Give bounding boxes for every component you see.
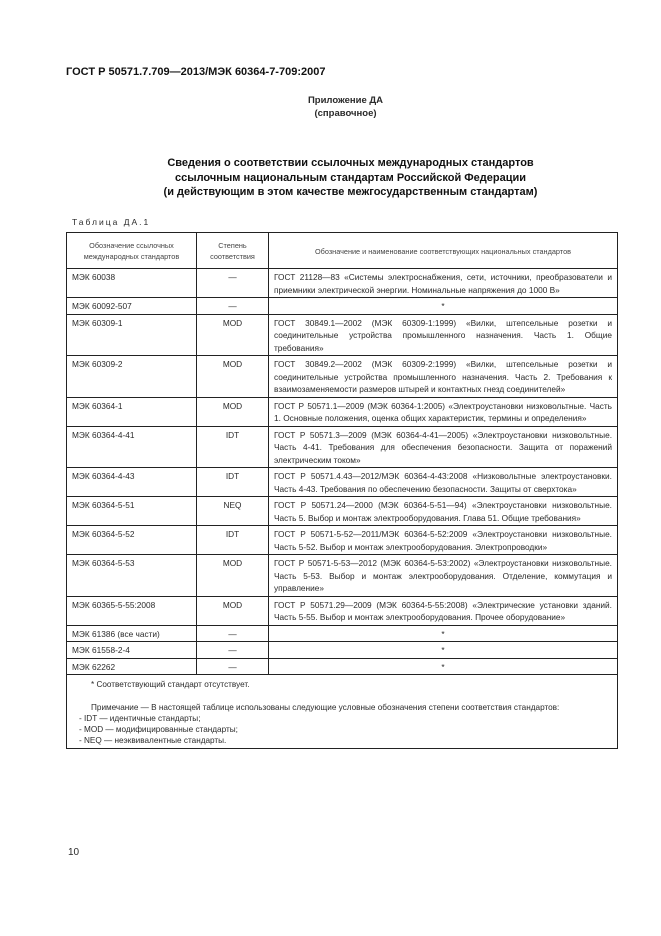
intl-standard-cell: МЭК 60092-507 — [67, 298, 197, 315]
header-intl: Обозначение ссылочных международных стандартов — [67, 233, 197, 269]
table-row — [67, 397, 618, 426]
intl-standard-cell: МЭК 60364-5-51 — [67, 497, 197, 526]
table-row — [67, 625, 618, 642]
table-note: Примечание — В настоящей таблице использованы следующие условные обозначения степени соответствия стандартов: — [91, 703, 560, 712]
intl-standard-cell: МЭК 60364-5-53 — [67, 555, 197, 597]
degree-cell: NEQ — [197, 497, 269, 526]
intl-standard-cell: МЭК 60365-5-55:2008 — [67, 596, 197, 625]
table-row — [67, 314, 618, 356]
degree-cell: MOD — [197, 314, 269, 356]
title-line: Сведения о соответствии ссылочных международных стандартов — [167, 157, 534, 169]
intl-standard-cell: МЭК 60364-1 — [67, 397, 197, 426]
degree-cell: — — [197, 642, 269, 659]
intl-standard-cell: МЭК 61386 (все части) — [67, 625, 197, 642]
intl-standard-cell: МЭК 62262 — [67, 658, 197, 675]
national-standard-cell: * — [269, 298, 618, 315]
national-standard-cell: * — [269, 625, 618, 642]
legend-item: - NEQ — неэквивалентные стандарты. — [79, 736, 227, 745]
table-row — [67, 298, 618, 315]
degree-cell: MOD — [197, 356, 269, 398]
degree-cell: IDT — [197, 426, 269, 468]
national-standard-cell: ГОСТ Р 50571-5-52—2011/МЭК 60364-5-52:2009 «Электроустановки низковольтные. Часть 5-52. Выбор и монтаж электрооборудования. Электропроводки» — [269, 526, 618, 555]
document-header: ГОСТ Р 50571.7.709—2013/МЭК 60364-7-709:2007 — [66, 66, 326, 78]
degree-cell: IDT — [197, 526, 269, 555]
intl-standard-cell: МЭК 60364-4-43 — [67, 468, 197, 497]
title-line: ссылочным национальным стандартам Российской Федерации — [174, 171, 527, 184]
degree-cell: MOD — [197, 555, 269, 597]
national-standard-cell: ГОСТ Р 50571.29—2009 (МЭК 60364-5-55:2008) «Электрические установки зданий. Часть 5-55. Выбор и монтаж электрооборудования. Прочее оборудование» — [269, 596, 618, 625]
intl-standard-cell: МЭК 60364-4-41 — [67, 426, 197, 468]
national-standard-cell: ГОСТ 30849.1—2002 (МЭК 60309-1:1999) «Вилки, штепсельные розетки и соединительные устройства промышленного назначения. Часть 1. Общие требования» — [269, 314, 618, 356]
national-standard-cell: ГОСТ Р 50571.4.43—2012/МЭК 60364-4-43:2008 «Низковольтные электроустановки. Часть 4-43. Требования по обеспечению безопасности. Защиты от сверхтока» — [269, 468, 618, 497]
table-row — [67, 468, 618, 497]
table-row — [67, 426, 618, 468]
table-header-row — [67, 233, 618, 269]
table-row — [67, 658, 618, 675]
annex-heading — [0, 94, 661, 120]
standards-table — [66, 232, 618, 749]
national-standard-cell: ГОСТ 30849.2—2002 (МЭК 60309-2:1999) «Вилки, штепсельные розетки и соединительные устройства промышленного назначения. Часть 2. Требования к взаимозаменяемости размеров штырей и контактных гнезд соединителей» — [269, 356, 618, 398]
degree-cell: — — [197, 269, 269, 298]
degree-cell: MOD — [197, 397, 269, 426]
table-notes-row — [67, 675, 618, 749]
degree-cell: — — [197, 658, 269, 675]
table-row — [67, 555, 618, 597]
national-standard-cell: ГОСТ 21128—83 «Системы электроснабжения, сети, источники, преобразователи и приемники электрической энергии. Номинальные напряжения до 1000 В» — [269, 269, 618, 298]
national-standard-cell: * — [269, 658, 618, 675]
header-national: Обозначение и наименование соответствующих национальных стандартов — [269, 233, 618, 269]
national-standard-cell: ГОСТ Р 50571.1—2009 (МЭК 60364-1:2005) «Электроустановки низковольтные. Часть 1. Основные положения, оценка общих характеристик, термины и определения» — [269, 397, 618, 426]
degree-cell: — — [197, 625, 269, 642]
table-row — [67, 269, 618, 298]
table-caption: Таблица ДА.1 — [72, 217, 151, 227]
degree-cell: IDT — [197, 468, 269, 497]
section-title — [0, 156, 661, 200]
table-row — [67, 526, 618, 555]
national-standard-cell: ГОСТ Р 50571.24—2000 (МЭК 60364-5-51—94) «Электроустановки низковольтные. Часть 5. Выбор и монтаж электрооборудования. Глава 51. Общие требования» — [269, 497, 618, 526]
degree-cell: MOD — [197, 596, 269, 625]
annex-subtitle: (справочное) — [314, 108, 377, 119]
intl-standard-cell: МЭК 60309-1 — [67, 314, 197, 356]
table-row — [67, 642, 618, 659]
footnote: * Соответствующий стандарт отсутствует. — [91, 680, 250, 689]
intl-standard-cell: МЭК 60038 — [67, 269, 197, 298]
legend-item: - MOD — модифицированные стандарты; — [79, 725, 238, 734]
annex-title: Приложение ДА — [307, 95, 384, 106]
degree-cell: — — [197, 298, 269, 315]
legend-item: - IDT — идентичные стандарты; — [79, 714, 201, 723]
intl-standard-cell: МЭК 60309-2 — [67, 356, 197, 398]
table-row — [67, 497, 618, 526]
national-standard-cell: ГОСТ Р 50571-5-53—2012 (МЭК 60364-5-53:2002) «Электроустановки низковольтные. Часть 5-53. Выбор и монтаж электрооборудования. Отделение, коммутация и управление» — [269, 555, 618, 597]
page-number: 10 — [68, 847, 80, 858]
header-degree: Степень соответствия — [197, 233, 269, 269]
intl-standard-cell: МЭК 60364-5-52 — [67, 526, 197, 555]
table-row — [67, 356, 618, 398]
table-row — [67, 596, 618, 625]
national-standard-cell: ГОСТ Р 50571.3—2009 (МЭК 60364-4-41—2005) «Электроустановки низковольтные. Часть 4-41. Требования для обеспечения безопасности. Защита от поражений электрическим током» — [269, 426, 618, 468]
national-standard-cell: * — [269, 642, 618, 659]
title-line: (и действующим в этом качестве межгосударственным стандартам) — [163, 186, 538, 198]
intl-standard-cell: МЭК 61558-2-4 — [67, 642, 197, 659]
